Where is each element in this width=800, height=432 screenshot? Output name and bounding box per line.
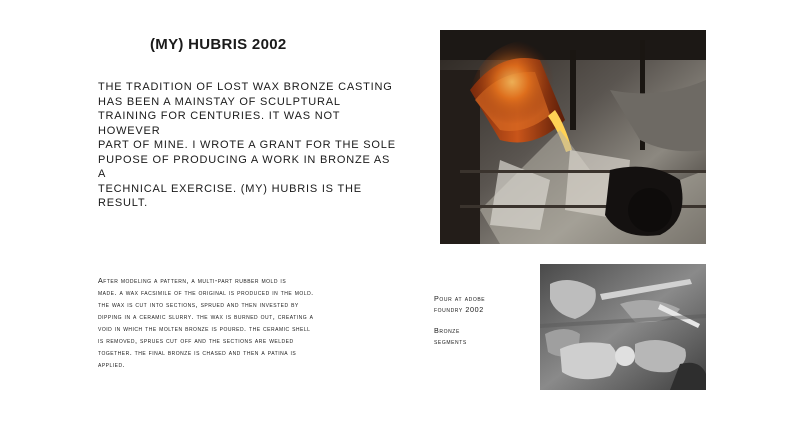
pour-caption: Pour at adobe foundry 2002 <box>434 294 486 314</box>
page-title: (MY) HUBRIS 2002 <box>150 36 287 53</box>
segments-caption: Bronze segments <box>434 326 467 346</box>
bronze-segments-photo <box>540 264 706 390</box>
intro-paragraph: THE TRADITION OF LOST WAX BRONZE CASTING HAS BEEN A MAINSTAY OF SCULPTURAL TRAINING FOR CENTURIES. IT WAS NOT HOWEVER PART OF MINE. I WROTE A GRANT FOR THE SOLE PUPOSE OF PRODUCING A WORK IN BRONZE AS A TECHNICAL EXERCISE. (MY) HUBRIS IS THE RESULT. <box>98 81 396 209</box>
process-paragraph: After modeling a pattern, a multi-part rubber mold is made. a wax facsimile of the original is produced in the mold. the wax is cut into sections, sprued and then invested by dipping in a ceramic slurry. the wax is burned out, creating a void in which the molten bronze is poured. the ceramic shell is removed, sprues cut off and the sections are welded together. the final bronze is chased and then a patina is applied. <box>98 276 314 369</box>
bronze-pour-photo <box>440 30 706 244</box>
